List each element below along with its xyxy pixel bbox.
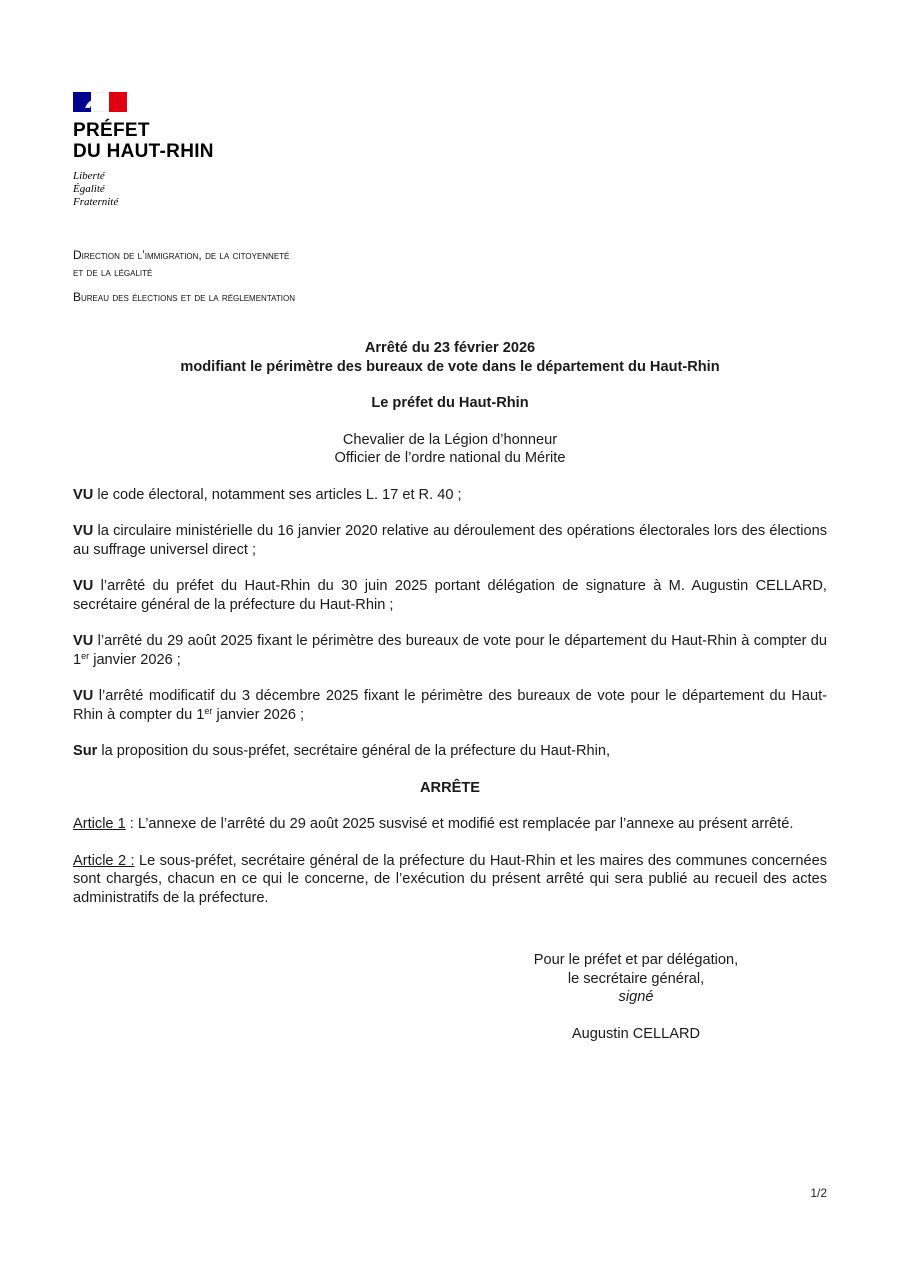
motto-liberte: Liberté (73, 170, 105, 182)
flag-blue-band (73, 92, 91, 112)
vu-label: VU (73, 633, 94, 649)
page-number: 1/2 (810, 1186, 827, 1200)
visa-5-superscript: er (204, 705, 213, 716)
authority-honors (73, 431, 827, 468)
flag-red-band (109, 92, 127, 112)
visa-5 (73, 687, 827, 724)
letterhead (73, 92, 214, 209)
visa-4-text: l’arrêté du 29 août 2025 fixant le périmètre des bureaux de vote pour le département du Haut-Rhin à compter du 1 (73, 633, 827, 668)
visa-3-text: l’arrêté du préfet du Haut-Rhin du 30 juin 2025 portant délégation de signature à M. Augustin CELLARD, secrétaire général de la préfecture du Haut-Rhin ; (73, 578, 827, 613)
vu-label: VU (73, 486, 94, 503)
republic-motto (73, 170, 214, 209)
service-block (73, 247, 295, 306)
proposal (73, 742, 827, 761)
decree-title-line-2: modifiant le périmètre des bureaux de vote dans le département du Haut-Rhin (180, 358, 720, 375)
article-1 (73, 815, 827, 834)
honors-line-1: Chevalier de la Légion d’honneur (342, 431, 558, 448)
signature-block (500, 951, 772, 1043)
article-1-text: : L’annexe de l’arrêté du 29 août 2025 susvisé et modifié est remplacée par l’annexe au présent arrêté. (125, 816, 794, 832)
vu-label: VU (73, 688, 94, 704)
sur-label: Sur (73, 743, 98, 759)
signatory-name: Augustin CELLARD (571, 1025, 701, 1042)
decree-body (73, 339, 827, 907)
institution-line-2: DU HAUT-RHIN (73, 141, 214, 162)
arrete-heading: ARRÊTE (420, 779, 480, 796)
marianne-profile-icon (81, 94, 103, 110)
institution-line-1: PRÉFET (73, 120, 150, 141)
article-2-label: Article 2 : (73, 852, 135, 869)
motto-fraternite: Fraternité (73, 196, 119, 208)
vu-label: VU (73, 578, 94, 594)
visa-2 (73, 522, 827, 559)
marianne-logo (73, 92, 127, 112)
bureau-name: Bureau des élections et de la réglementation (73, 290, 295, 304)
vu-label: VU (73, 523, 94, 539)
signature-signed: signé (618, 989, 654, 1005)
motto-egalite: Égalité (73, 183, 105, 195)
visa-1-text: le code électoral, notamment ses articles L. 17 et R. 40 ; (93, 486, 462, 503)
visa-5-text-end: janvier 2026 ; (212, 706, 305, 723)
visa-4-text-end: janvier 2026 ; (89, 651, 181, 668)
signature-line-2: le secrétaire général, (567, 970, 705, 987)
visa-3 (73, 577, 827, 614)
visa-2-text: la circulaire ministérielle du 16 janvier 2020 relative au déroulement des opérations électorales lors des élections au suffrage universel direct ; (73, 523, 827, 558)
decree-title-line-1: Arrêté du 23 février 2026 (364, 340, 536, 356)
visa-1 (73, 486, 827, 505)
signature-line-1: Pour le préfet et par délégation, (533, 952, 739, 968)
direction-line-1: Direction de l’immigration, de la citoyenneté (73, 248, 290, 262)
decree-authority: Le préfet du Haut-Rhin (371, 395, 529, 411)
institution-name (73, 120, 214, 162)
direction-line-2: et de la légalité (73, 265, 153, 279)
article-2 (73, 852, 827, 908)
article-2-text: Le sous-préfet, secrétaire général de la préfecture du Haut-Rhin et les maires des communes concernées sont chargés, chacun en ce qui le concerne, de l’exécution du présent arrêté qui sera publié au recueil des actes administratifs de la préfecture. (73, 852, 827, 906)
proposal-text: la proposition du sous-préfet, secrétaire général de la préfecture du Haut-Rhin, (97, 743, 611, 759)
visa-4-superscript: er (81, 650, 90, 661)
honors-line-2: Officier de l’ordre national du Mérite (334, 450, 566, 466)
visa-5-text: l’arrêté modificatif du 3 décembre 2025 fixant le périmètre des bureaux de vote pour le département du Haut-Rhin à compter du 1 (73, 688, 827, 723)
article-1-label: Article 1 (73, 816, 126, 832)
visa-4 (73, 632, 827, 669)
decree-title (73, 339, 827, 376)
